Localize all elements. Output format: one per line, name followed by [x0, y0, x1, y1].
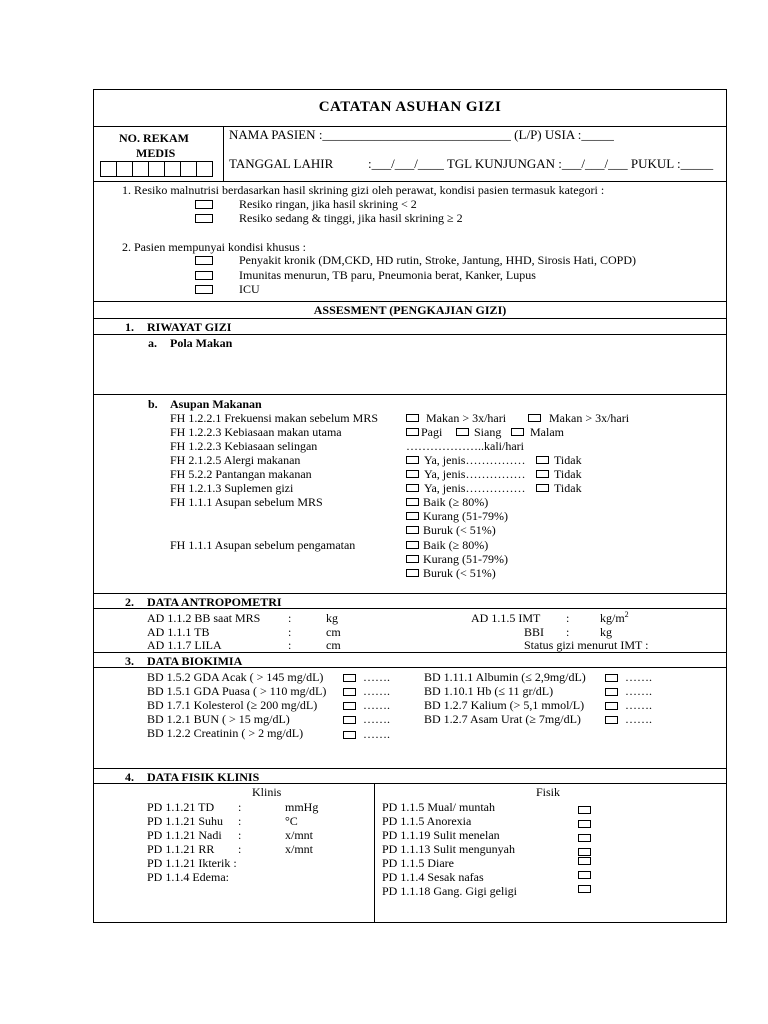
klinis-colon: :: [238, 842, 242, 856]
suplemen-ya-checkbox[interactable]: [406, 484, 419, 492]
icu-checkbox[interactable]: [195, 285, 213, 294]
biokimia-left-label: BD 1.5.1 GDA Puasa ( > 110 mg/dL): [147, 684, 327, 698]
biokimia-checkbox[interactable]: [343, 688, 356, 696]
no-rekam-label: NO. REKAM: [119, 131, 189, 145]
asupan-pengamatan-buruk-checkbox[interactable]: [406, 569, 419, 577]
biokimia-dots: …….: [625, 684, 652, 698]
biokimia-checkbox[interactable]: [343, 674, 356, 682]
biokimia-checkbox[interactable]: [605, 702, 618, 710]
kronik-label: Penyakit kronik (DM,CKD, HD rutin, Stroke, Jantung, HHD, Sirosis Hati, COPD): [239, 253, 636, 267]
alergi-ya-label: Ya, jenis……………: [424, 453, 526, 467]
biokimia-left-label: BD 1.7.1 Kolesterol (≥ 200 mg/dL): [147, 698, 318, 712]
fisik-label: PD 1.1.19 Sulit menelan: [382, 828, 500, 842]
alergi-ya-checkbox[interactable]: [406, 456, 419, 464]
divider: [93, 652, 727, 653]
biokimia-checkbox[interactable]: [343, 731, 356, 739]
malam-label: Malam: [530, 425, 564, 439]
imt-label: AD 1.1.5 IMT: [471, 611, 541, 625]
asupan-makanan-heading: Asupan Makanan: [170, 397, 262, 411]
klinis-colon: :: [238, 828, 242, 842]
bbi-unit: kg: [600, 625, 612, 639]
divider: [93, 334, 727, 335]
fisik-checkbox[interactable]: [578, 885, 591, 893]
divider: [93, 768, 727, 769]
klinis-label: PD 1.1.4 Edema:: [147, 870, 229, 884]
asupan-label: FH 1.2.2.3 Kebiasaan selingan: [170, 439, 318, 453]
biokimia-dots: …….: [363, 684, 390, 698]
biokimia-left-label: BD 1.2.2 Creatinin ( > 2 mg/dL): [147, 726, 304, 740]
fisik-checkbox[interactable]: [578, 820, 591, 828]
lila-unit: cm: [326, 638, 341, 652]
biokimia-left-label: BD 1.5.2 GDA Acak ( > 145 mg/dL): [147, 670, 324, 684]
klinis-label: PD 1.1.21 Ikterik :: [147, 856, 237, 870]
screening-question-1: 1. Resiko malnutrisi berdasarkan hasil skrining gizi oleh perawat, kondisi pasien termasuk kategori :: [122, 183, 605, 197]
biokimia-checkbox[interactable]: [605, 688, 618, 696]
bb-colon: :: [288, 611, 292, 625]
divider: [93, 301, 727, 302]
klinis-label: PD 1.1.21 Nadi: [147, 828, 222, 842]
klinis-label: PD 1.1.21 Suhu: [147, 814, 224, 828]
fisik-checkbox[interactable]: [578, 834, 591, 842]
divider: [93, 394, 727, 395]
biokimia-dots: …….: [625, 712, 652, 726]
siang-checkbox[interactable]: [456, 428, 469, 436]
status-gizi-label: Status gizi menurut IMT :: [524, 638, 649, 652]
asupan-label: FH 1.1.1 Asupan sebelum MRS: [170, 495, 323, 509]
asupan-option-label: Buruk (< 51%): [423, 566, 496, 580]
fisik-label: PD 1.1.5 Anorexia: [382, 814, 472, 828]
asupan-label: FH 1.1.1 Asupan sebelum pengamatan: [170, 538, 356, 552]
frekuensi-option: Makan > 3x/hari: [549, 411, 630, 425]
siang-label: Siang: [474, 425, 502, 439]
form-title: CATATAN ASUHAN GIZI: [318, 99, 502, 115]
fisik-label: PD 1.1.18 Gang. Gigi geligi: [382, 884, 517, 898]
pantangan-tidak-checkbox[interactable]: [536, 470, 549, 478]
riwayat-gizi-heading: RIWAYAT GIZI: [147, 320, 232, 334]
frekuensi-option: Makan > 3x/hari: [426, 411, 507, 425]
asupan-label: FH 2.1.2.5 Alergi makanan: [170, 453, 301, 467]
bb-label: AD 1.1.2 BB saat MRS: [147, 611, 261, 625]
frame-bottom: [93, 922, 727, 923]
pola-makan-heading: Pola Makan: [170, 336, 233, 350]
tb-colon: :: [288, 625, 292, 639]
suplemen-ya-label: Ya, jenis……………: [424, 481, 526, 495]
alergi-tidak-label: Tidak: [554, 453, 582, 467]
imunitas-label: Imunitas menurun, TB paru, Pneumonia berat, Kanker, Lupus: [239, 268, 536, 282]
klinis-unit: x/mnt: [285, 828, 314, 842]
imt-unit-exponent: 2: [624, 610, 629, 619]
klinis-unit: x/mnt: [285, 842, 314, 856]
pagi-label: Pagi: [421, 425, 443, 439]
kronik-checkbox[interactable]: [195, 256, 213, 265]
asupan-option-label: Buruk (< 51%): [423, 523, 496, 537]
fisik-checkbox[interactable]: [578, 806, 591, 814]
antropometri-heading: DATA ANTROPOMETRI: [147, 595, 282, 609]
bbi-label: BBI: [524, 625, 545, 639]
biokimia-checkbox[interactable]: [605, 716, 618, 724]
biokimia-checkbox[interactable]: [343, 716, 356, 724]
medis-label: MEDIS: [136, 146, 176, 160]
rekam-medis-input[interactable]: [100, 161, 213, 177]
klinis-colon: :: [238, 800, 242, 814]
klinis-unit: °C: [285, 814, 298, 828]
alergi-tidak-checkbox[interactable]: [536, 456, 549, 464]
biokimia-right-label: BD 1.2.7 Asam Urat (≥ 7mg/dL): [424, 712, 581, 726]
section-1-number: 1.: [125, 320, 134, 334]
risk-low-label: Resiko ringan, jika hasil skrining < 2: [239, 197, 417, 211]
asupan-option-label: Baik (≥ 80%): [423, 495, 489, 509]
imunitas-checkbox[interactable]: [195, 271, 213, 280]
biokimia-dots: …….: [363, 712, 390, 726]
asupan-label: FH 1.2.1.3 Suplemen gizi: [170, 481, 294, 495]
tb-label: AD 1.1.1 TB: [147, 625, 210, 639]
pantangan-ya-label: Ya, jenis……………: [424, 467, 526, 481]
fisik-checkbox[interactable]: [578, 871, 591, 879]
frame-top: [93, 89, 727, 90]
imt-unit: [600, 611, 629, 625]
asupan-makanan-number: b.: [148, 397, 158, 411]
tanggal-kunjungan-field[interactable]: :___/___/____ TGL KUNJUNGAN :___/___/___ PUKUL :_____: [368, 156, 714, 171]
asupan-label: FH 5.2.2 Pantangan makanan: [170, 467, 312, 481]
imt-colon: :: [566, 611, 570, 625]
fisik-klinis-heading: DATA FISIK KLINIS: [147, 770, 260, 784]
fisik-checkbox[interactable]: [578, 857, 591, 865]
biokimia-heading: DATA BIOKIMIA: [147, 654, 243, 668]
asupan-label: FH 1.2.2.1 Frekuensi makan sebelum MRS: [170, 411, 378, 425]
fisik-column-header: Fisik: [536, 785, 561, 799]
bbi-colon: :: [566, 625, 570, 639]
frekuensi-checkbox[interactable]: [528, 414, 541, 422]
klinis-label: PD 1.1.21 TD: [147, 800, 215, 814]
section-2-number: 2.: [125, 595, 134, 609]
selingan-field[interactable]: ………………..kali/hari: [406, 439, 524, 453]
pola-makan-number: a.: [148, 336, 157, 350]
frame-left: [93, 89, 94, 923]
suplemen-tidak-checkbox[interactable]: [536, 484, 549, 492]
lila-colon: :: [288, 638, 292, 652]
divider: [93, 593, 727, 594]
biokimia-right-label: BD 1.10.1 Hb (≤ 11 gr/dL): [424, 684, 554, 698]
biokimia-dots: …….: [363, 698, 390, 712]
biokimia-dots: …….: [625, 698, 652, 712]
suplemen-tidak-label: Tidak: [554, 481, 582, 495]
asupan-pengamatan-baik-checkbox[interactable]: [406, 541, 419, 549]
frekuensi-checkbox[interactable]: [406, 414, 419, 422]
pagi-checkbox[interactable]: [406, 428, 419, 436]
asupan-mrs-kurang-checkbox[interactable]: [406, 512, 419, 520]
klinis-unit: mmHg: [285, 800, 319, 814]
biokimia-checkbox[interactable]: [343, 702, 356, 710]
fisik-label: PD 1.1.13 Sulit mengunyah: [382, 842, 516, 856]
bb-unit: kg: [326, 611, 338, 625]
divider: [93, 318, 727, 319]
asupan-label: FH 1.2.2.3 Kebiasaan makan utama: [170, 425, 342, 439]
divider: [223, 126, 224, 182]
asupan-pengamatan-kurang-checkbox[interactable]: [406, 555, 419, 563]
fisik-label: PD 1.1.5 Mual/ muntah: [382, 800, 495, 814]
asupan-mrs-buruk-checkbox[interactable]: [406, 526, 419, 534]
klinis-column-header: Klinis: [252, 785, 282, 799]
frame-right: [726, 89, 727, 923]
icu-label: ICU: [239, 282, 260, 296]
risk-low-checkbox[interactable]: [195, 200, 213, 209]
biokimia-dots: …….: [363, 670, 390, 684]
lila-label: AD 1.1.7 LILA: [147, 638, 222, 652]
divider: [374, 783, 375, 923]
assessment-title: ASSESMENT (PENGKAJIAN GIZI): [313, 303, 507, 317]
section-3-number: 3.: [125, 654, 134, 668]
fisik-checkbox[interactable]: [578, 848, 591, 856]
asupan-option-label: Kurang (51-79%): [423, 509, 508, 523]
fisik-label: PD 1.1.4 Sesak nafas: [382, 870, 484, 884]
klinis-label: PD 1.1.21 RR: [147, 842, 215, 856]
biokimia-right-label: BD 1.11.1 Albumin (≤ 2,9mg/dL): [424, 670, 586, 684]
biokimia-dots: …….: [625, 670, 652, 684]
asupan-option-label: Baik (≥ 80%): [423, 538, 489, 552]
section-4-number: 4.: [125, 770, 134, 784]
tanggal-lahir-label: TANGGAL LAHIR: [229, 156, 334, 171]
biokimia-left-label: BD 1.2.1 BUN ( > 15 mg/dL): [147, 712, 290, 726]
asupan-option-label: Kurang (51-79%): [423, 552, 508, 566]
nama-pasien-field[interactable]: NAMA PASIEN :_____________________________ (L/P) USIA :_____: [229, 127, 614, 142]
imt-unit-text: kg/m: [600, 611, 625, 625]
biokimia-checkbox[interactable]: [605, 674, 618, 682]
asupan-mrs-baik-checkbox[interactable]: [406, 498, 419, 506]
screening-question-2: 2. Pasien mempunyai kondisi khusus :: [122, 240, 306, 254]
pantangan-tidak-label: Tidak: [554, 467, 582, 481]
fisik-label: PD 1.1.5 Diare: [382, 856, 454, 870]
risk-high-checkbox[interactable]: [195, 214, 213, 223]
biokimia-right-label: BD 1.2.7 Kalium (> 5,1 mmol/L): [424, 698, 585, 712]
pantangan-ya-checkbox[interactable]: [406, 470, 419, 478]
divider: [93, 181, 727, 182]
tb-unit: cm: [326, 625, 341, 639]
biokimia-dots: …….: [363, 727, 390, 741]
klinis-colon: :: [238, 814, 242, 828]
malam-checkbox[interactable]: [511, 428, 524, 436]
risk-high-label: Resiko sedang & tinggi, jika hasil skrining ≥ 2: [239, 211, 463, 225]
